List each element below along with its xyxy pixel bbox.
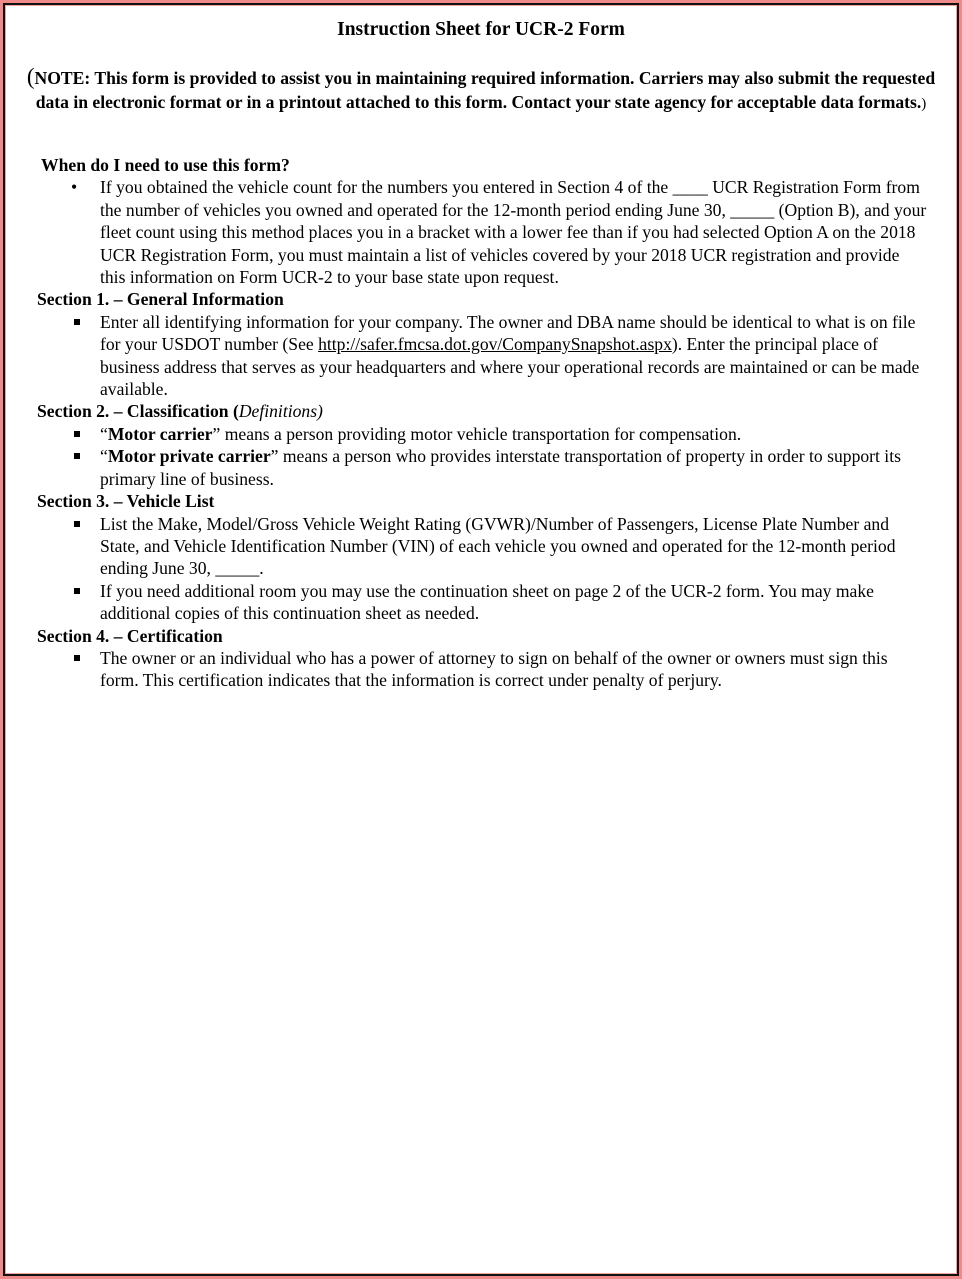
instructions-body xyxy=(37,154,927,692)
item-text: Enter all identifying information for your company. The owner and DBA name should be identical to what is on file for your USDOT number (See xyxy=(100,311,916,355)
section-3-list xyxy=(37,513,927,625)
heading-section-2 xyxy=(37,400,927,422)
note-text: NOTE: This form is provided to assist you in maintaining required information. Carriers may also submit the requested data in electronic format or in a printout attached to this form. Contact your state agency for acceptable data formats. xyxy=(34,68,936,112)
heading-text: Section 2. – Classification ( xyxy=(37,401,239,422)
note-close-paren: ) xyxy=(921,95,927,112)
heading-section-3: Section 3. – Vehicle List xyxy=(37,491,215,512)
when-list xyxy=(37,176,927,288)
heading-italic: Definitions) xyxy=(238,401,323,422)
note-open-paren: ( xyxy=(26,64,35,89)
list-item xyxy=(37,311,927,401)
list-item: The owner or an individual who has a power of attorney to sign on behalf of the owner or owners must sign this form. This certification indicates that the information is correct under penalty of perjury. xyxy=(37,647,927,692)
list-item xyxy=(37,445,927,490)
quote: “ xyxy=(100,446,108,467)
term: Motor carrier xyxy=(107,423,213,444)
list-item: If you need additional room you may use the continuation sheet on page 2 of the UCR-2 form. You may make additional copies of this continuation sheet as needed. xyxy=(37,580,927,625)
definition: ” means a person who provides interstate transportation of property in order to support its primary line of business. xyxy=(100,446,901,489)
page-frame xyxy=(3,3,959,1276)
company-snapshot-link[interactable]: http://safer.fmcsa.dot.gov/CompanySnapshot.aspx xyxy=(318,334,672,355)
heading-when: When do I need to use this form? xyxy=(41,155,290,175)
note-paragraph xyxy=(9,65,953,116)
document-title: Instruction Sheet for UCR-2 Form xyxy=(337,19,625,40)
list-item: • If you obtained the vehicle count for the numbers you entered in Section 4 of the ____ UCR Registration Form from the number of vehicles you owned and operated for the 12-month period ending June 30, _____ (Option B), and your fleet count using this method places you in a bracket with a lower fee than if you had selected Option A on the 2018 UCR Registration Form, you must maintain a list of vehicles covered by your 2018 UCR registration and provide this information on Form UCR-2 to your base state upon request. xyxy=(37,176,927,288)
list-item xyxy=(37,423,927,445)
quote: “ xyxy=(100,423,108,444)
term: Motor private carrier xyxy=(107,446,271,467)
section-2-list xyxy=(37,423,927,490)
heading-section-4: Section 4. – Certification xyxy=(37,625,223,646)
item-text: ). Enter the principal place of business address that serves as your headquarters and where your operational records are maintained or can be made available. xyxy=(100,334,920,400)
section-1-list xyxy=(37,311,927,401)
definition: ” means a person providing motor vehicle transportation for compensation. xyxy=(212,423,742,444)
section-4-list xyxy=(37,647,927,692)
list-item: List the Make, Model/Gross Vehicle Weight Rating (GVWR)/Number of Passengers, License Plate Number and State, and Vehicle Identification Number (VIN) of each vehicle you owned and operated for the 12-month period ending June 30, _____. xyxy=(37,513,927,580)
heading-section-1: Section 1. – General Information xyxy=(37,289,284,310)
